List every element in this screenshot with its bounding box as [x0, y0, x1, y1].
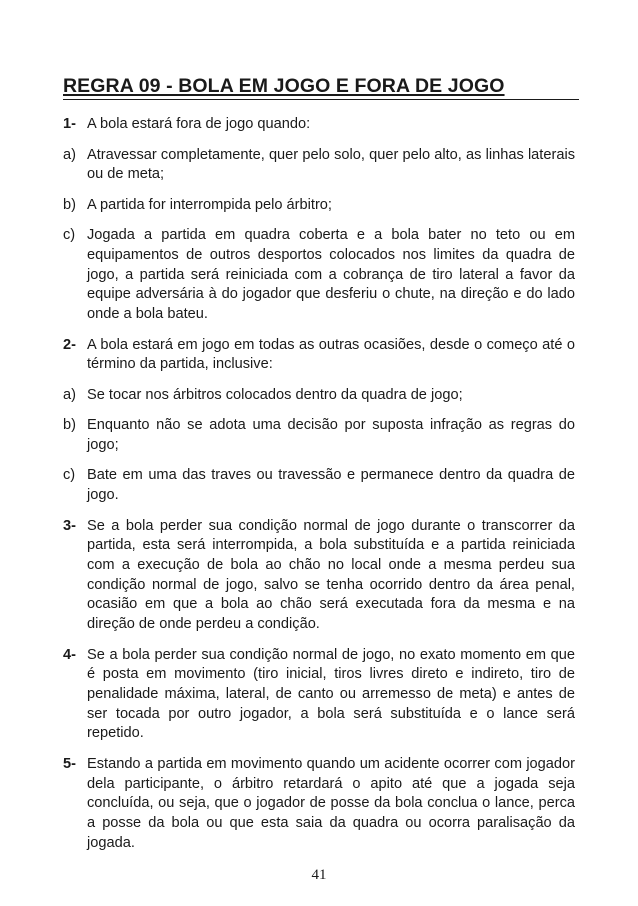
item-text: Se a bola perder sua condição normal de jogo, no exato momento em que é posta em movimento (tiro inicial, tiros livres direto e indireto, tiro de penalidade máxima, lateral, de canto ou arremesso de meta) e antes de ser tocada por outro jogador, a bola será substituída e o lance será repetido. — [87, 646, 575, 742]
rule-item-2 — [63, 336, 575, 375]
item-text: A bola estará em jogo em todas as outras ocasiões, desde o começo até o término da partida, inclusive: — [87, 336, 575, 373]
item-marker: a) — [63, 386, 76, 403]
item-text: Estando a partida em movimento quando um acidente ocorrer com jogador dela participante, o árbitro retardará o apito até que a jogada seja concluída, ou seja, que o jogador de posse da bola conclua o lance, perca a posse da bola ou que esta saia da quadra ou ocorra paralisação da jogada. — [87, 755, 575, 851]
rule-item-1 — [63, 115, 575, 135]
item-marker: 4- — [63, 646, 76, 663]
rule-item-1c — [63, 226, 575, 325]
item-marker: b) — [63, 196, 76, 213]
document-page — [63, 74, 575, 864]
page-number: 41 — [311, 867, 327, 883]
item-marker: a) — [63, 146, 76, 163]
rule-item-2b — [63, 416, 575, 455]
rule-item-2c — [63, 466, 575, 505]
item-text: Atravessar completamente, quer pelo solo, quer pelo alto, as linhas laterais ou de meta; — [87, 146, 575, 183]
item-text: Bate em uma das traves ou travessão e permanece dentro da quadra de jogo. — [87, 467, 575, 504]
item-marker: b) — [63, 417, 76, 434]
item-text: Se a bola perder sua condição normal de jogo durante o transcorrer da partida, esta será interrompida, a bola substituída e a partida reiniciada com a execução de bola ao chão no local onde a mesma perdeu sua condição normal de jogo, salvo se tenha ocorrido dentro da área penal, ocasião em que a bola ao chão será executada fora da mesma e na direção de onde perdeu a condição. — [87, 517, 575, 633]
item-marker: 2- — [63, 336, 76, 353]
rule-item-1a — [63, 146, 575, 185]
item-text: A bola estará fora de jogo quando: — [87, 116, 311, 132]
item-text: A partida for interrompida pelo árbitro; — [87, 196, 332, 213]
rule-item-1b — [63, 196, 575, 216]
title-block — [63, 74, 579, 100]
item-marker: 1- — [63, 116, 76, 132]
rule-list — [63, 115, 575, 853]
rule-item-4 — [63, 646, 575, 745]
rule-item-5 — [63, 755, 575, 854]
item-text: Enquanto não se adota uma decisão por suposta infração as regras do jogo; — [87, 417, 575, 453]
item-marker: 3- — [63, 517, 76, 534]
item-text: Se tocar nos árbitros colocados dentro da quadra de jogo; — [87, 386, 463, 403]
page-title: REGRA 09 - BOLA EM JOGO E FORA DE JOGO — [63, 75, 505, 97]
item-marker: c) — [63, 227, 76, 244]
item-text: Jogada a partida em quadra coberta e a bola bater no teto ou em equipamentos de outros desportos colocados nos limites da quadra de jogo, a partida será reiniciada com a cobrança de tiro lateral a favor da equipe adversária à do jogador que desferiu o chute, na direção e do lado onde a bola bateu. — [87, 227, 575, 323]
rule-item-3 — [63, 517, 575, 635]
rule-item-2a — [63, 386, 575, 406]
item-marker: c) — [63, 467, 76, 484]
item-marker: 5- — [63, 755, 76, 772]
